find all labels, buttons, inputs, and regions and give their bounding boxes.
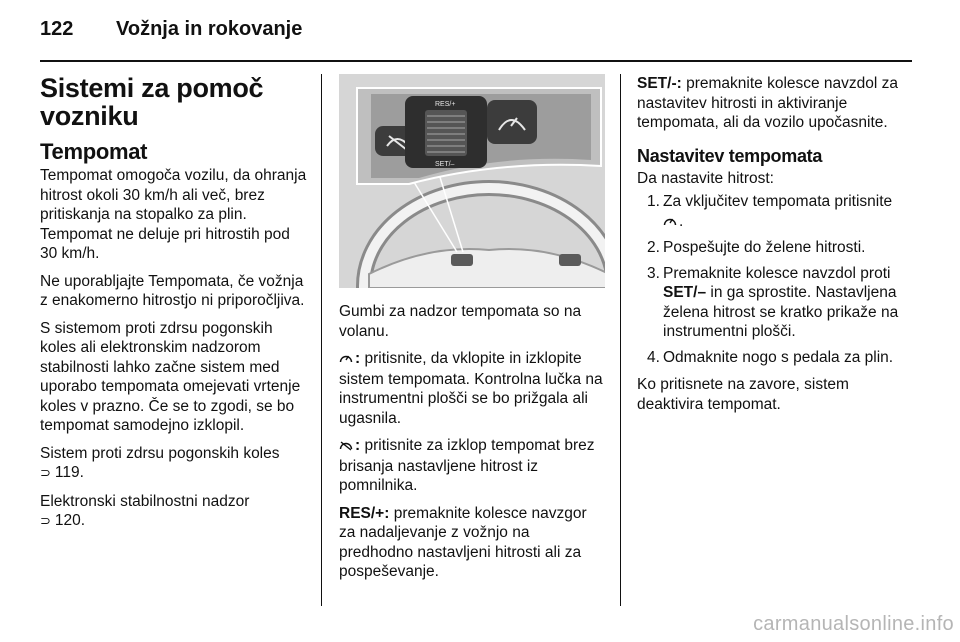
step-text: Za vključitev tempomata pritisnite [663, 193, 893, 210]
speedometer-cancel-icon [339, 437, 353, 457]
column-middle [339, 74, 605, 590]
figure-label-res: RES/+ [435, 101, 456, 108]
paragraph: Ko pritisnete na zavore, sistem deaktivira tempomat. [637, 376, 849, 413]
steering-wheel-illustration [339, 74, 605, 288]
set-label: SET/-: [637, 75, 682, 92]
cruise-on-description [339, 349, 605, 428]
column-divider [620, 74, 621, 606]
figure-caption: Gumbi za nadzor tempomata so na volanu. [339, 303, 582, 340]
column-divider [321, 74, 322, 606]
cruise-off-text: pritisnite za izklop tempomat brez brisanja nastavljene hitrost iz pomnilnika. [339, 437, 595, 494]
chapter-title: Vožnja in rokovanje [116, 18, 303, 40]
column-right [637, 74, 909, 422]
step-number: 1. [647, 193, 660, 210]
res-text: premaknite kolesce navzgor za nadaljevanje z vožnjo na predhodno nastavljeni hitrosti ali za pospeševanje. [339, 504, 587, 580]
paragraph: S sistemom proti zdrsu pogonskih koles ali elektronskim nadzorom stabilnosti lahko začne sistem med uporabo tempomata omejevati vrtenje koles v prazno. Če se to zgodi, se bo tempomat samodejno izklopil. [40, 319, 301, 434]
paragraph: Ne uporabljajte Tempomata, če vožnja z enakomerno hitrostjo ni priporočljiva. [40, 272, 305, 309]
paragraph: Tempomat omogoča vozilu, da ohranja hitrost okoli 30 km/h ali več, brez pritiskanja na stopalko za plin. Tempomat ne deluje pri hitrostih pod 30 km/h. [40, 167, 307, 262]
paragraph [40, 492, 308, 532]
res-label: RES/+: [339, 504, 390, 522]
list-item [637, 348, 909, 368]
speedometer-icon [663, 213, 677, 233]
speedometer-icon [339, 350, 353, 370]
reference-link[interactable]: 120. [54, 512, 86, 529]
step-text: Pospešujte do želene hitrosti. [663, 239, 866, 256]
steps-intro: Da nastavite hitrost: [637, 169, 774, 187]
cruise-on-text: pritisnite, da vklopite in izklopite sistem tempomata. Kontrolna lučka na instrumentni plošči se bo prižgala ali ugasnila. [339, 350, 603, 427]
set-description [637, 74, 909, 133]
step-text-bold: SET/– [663, 284, 707, 301]
paragraph [40, 444, 308, 484]
subsection-title: Tempomat [40, 139, 148, 164]
cruise-off-label: : [355, 437, 361, 454]
step-number: 2. [647, 239, 660, 256]
section-title: Sistemi za pomoč vozniku [40, 73, 264, 131]
column-left [40, 74, 308, 540]
page-number: 122 [40, 18, 74, 40]
reference-text: Sistem proti zdrsu pogonskih koles [40, 444, 280, 462]
list-item [637, 238, 909, 258]
page-header [40, 16, 912, 52]
step-number: 3. [647, 264, 660, 282]
header-rule [40, 60, 912, 62]
list-item [637, 264, 909, 342]
subsection-title: Nastavitev tempomata [637, 145, 823, 166]
res-description [339, 504, 605, 582]
reference-text: Elektronski stabilnostni nadzor [40, 492, 250, 510]
step-text-tail: . [679, 212, 684, 230]
cruise-on-label: : [355, 350, 361, 367]
cruise-off-description [339, 436, 605, 496]
watermark: carmanualsonline.info [753, 613, 954, 635]
figure-label-set: SET/– [435, 161, 455, 168]
step-number: 4. [647, 348, 660, 366]
page-reference-icon: ⊃ [40, 514, 51, 529]
list-item [637, 192, 909, 232]
step-text-prefix: Premaknite kolesce navzdol proti [663, 264, 891, 282]
steering-wheel-photo [339, 74, 605, 288]
set-text: premaknite kolesce navzdol za nastavitev hitrosti in aktiviranje tempomata, ali da vozilo upočasnite. [637, 75, 899, 131]
reference-link[interactable]: 119. [54, 464, 84, 481]
step-text: in ga sprostite. Nastavljena želena hitrost se kratko prikaže na instrumentni plošči. [663, 284, 899, 340]
step-text: Odmaknite nogo s pedala za plin. [663, 348, 894, 366]
steps-list [637, 192, 909, 367]
page-reference-icon: ⊃ [40, 466, 51, 481]
